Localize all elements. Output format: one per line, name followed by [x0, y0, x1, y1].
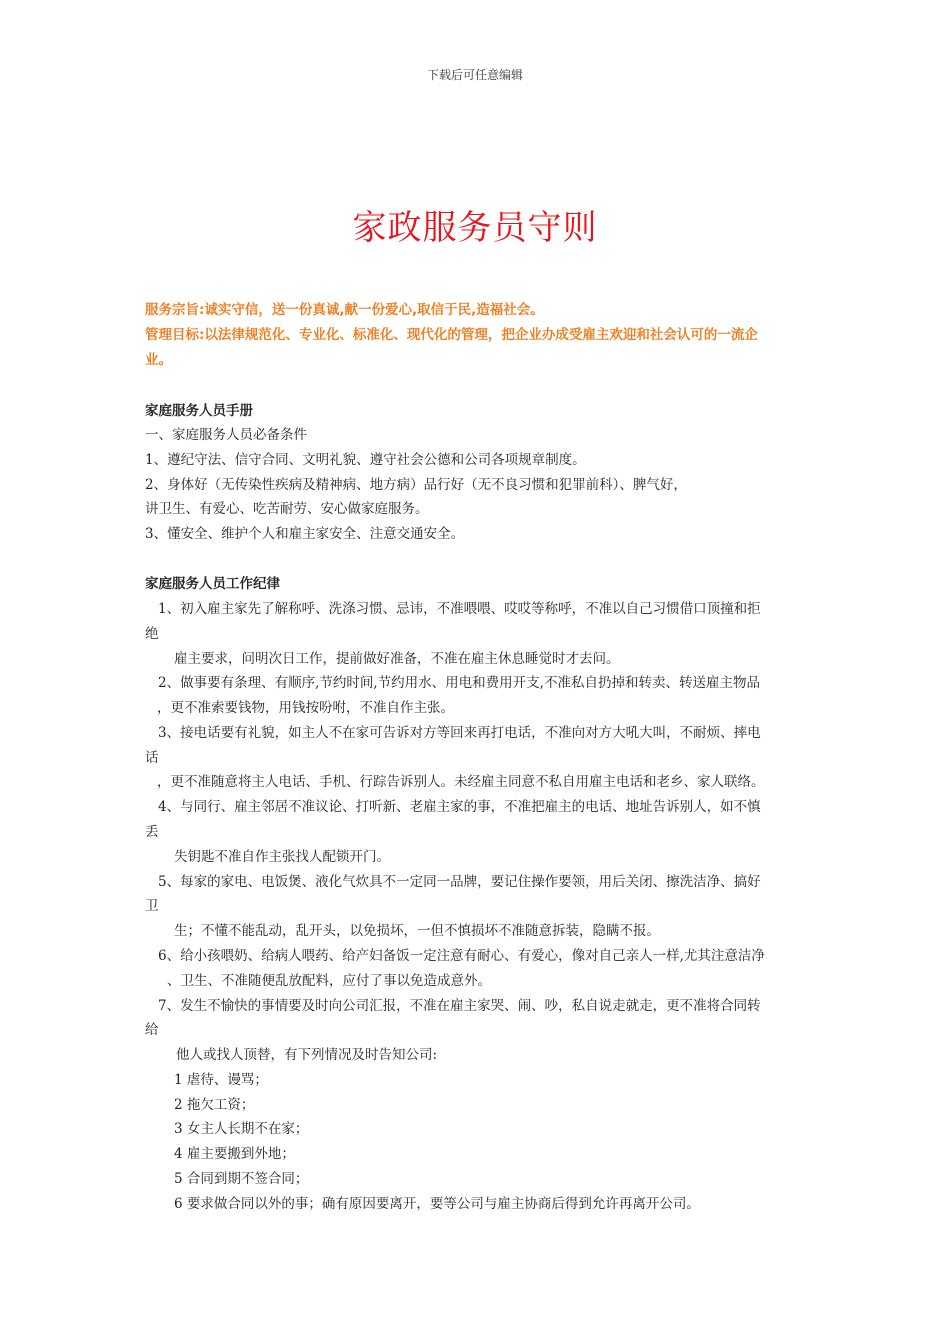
list-item: 4 雇主要搬到外地； [174, 1146, 295, 1162]
rule-line: 绝 [145, 626, 159, 642]
management-goal-line2: 业。 [145, 352, 172, 368]
rule-line: 雇主要求，问明次日工作，提前做好准备，不准在雇主休息睡觉时才去问。 [174, 651, 620, 667]
section2-heading: 家庭服务人员工作纪律 [145, 576, 280, 592]
document-title: 家政服务员守则 [352, 208, 598, 248]
rule-line: 、卫生、不准随便乱放配料，应付了事以免造成意外。 [167, 973, 491, 989]
rule-line: 给 [145, 1022, 159, 1038]
rule-line: 6、给小孩喂奶、给病人喂药、给产妇备饭一定注意有耐心、有爱心，像对自己亲人一样,尤其注意洁净 [158, 948, 765, 964]
rule-line: 1、初入雇主家先了解称呼、洗涤习惯、忌讳，不准喂喂、哎哎等称呼，不准以自己习惯借口顶撞和拒 [158, 601, 761, 617]
rule-line: 卫 [145, 898, 159, 914]
rule-line: 3、接电话要有礼貌，如主人不在家可告诉对方等回来再打电话，不准向对方大吼大叫，不耐烦、摔电 [158, 725, 761, 741]
section1-line: 3、懂安全、维护个人和雇主家安全、注意交通安全。 [145, 526, 465, 542]
list-item: 1 虐待、谩骂； [174, 1072, 268, 1088]
management-goal-line1: 管理目标:以法律规范化、专业化、标准化、现代化的管理，把企业办成受雇主欢迎和社会认可的一流企 [145, 327, 758, 343]
list-item: 2 拖欠工资； [174, 1097, 255, 1113]
rule-line: 7、发生不愉快的事情要及时向公司汇报，不准在雇主家哭、闹、吵，私自说走就走，更不准将合同转 [158, 998, 761, 1014]
rule-line: 话 [145, 750, 159, 766]
rule-line: ，更不准随意将主人电话、手机、行踪告诉别人。未经雇主同意不私自用雇主电话和老乡、家人联络。 [157, 774, 765, 790]
rule-line: 他人或找人顶替，有下列情况及时告知公司: [176, 1047, 438, 1063]
section1-line: 2、身体好（无传染性疾病及精神病、地方病）品行好（无不良习惯和犯罪前科）、脾气好， [145, 477, 687, 493]
rule-line: 失钥匙不准自作主张找人配锁开门。 [174, 849, 390, 865]
page-header: 下载后可任意编辑 [426, 68, 523, 82]
rule-line: 2、做事要有条理、有顺序,节约时间,节约用水、用电和费用开支,不准私自扔掉和转卖、转送雇主物品 [158, 675, 760, 691]
list-item: 6 要求做合同以外的事；确有原因要离开，要等公司与雇主协商后得到允许再离开公司。 [174, 1196, 700, 1212]
section1-subheading: 一、家庭服务人员必备条件 [145, 427, 307, 443]
section1-line: 1、遵纪守法、信守合同、文明礼貌、遵守社会公德和公司各项规章制度。 [145, 452, 586, 468]
list-item: 3 女主人长期不在家； [174, 1121, 309, 1137]
list-item: 5 合同到期不签合同； [174, 1171, 309, 1187]
rule-line: ，更不准索要钱物，用钱按吩咐，不准自作主张。 [157, 700, 454, 716]
rule-line: 4、与同行、雇主邻居不准议论、打听新、老雇主家的事，不准把雇主的电话、地址告诉别人，如不慎 [158, 799, 761, 815]
section1-line: 讲卫生、有爱心、吃苦耐劳、安心做家庭服务。 [145, 501, 429, 517]
rule-line: 生；不懂不能乱动，乱开头，以免损坏，一但不慎损坏不准随意拆装，隐瞒不报。 [174, 923, 660, 939]
service-purpose: 服务宗旨:诚实守信，送一份真诚,献一份爱心,取信于民,造福社会。 [145, 302, 544, 318]
section1-heading: 家庭服务人员手册 [145, 403, 253, 419]
rule-line: 5、每家的家电、电饭煲、液化气炊具不一定同一品牌，要记住操作要领，用后关闭、擦洗洁净、搞好 [158, 874, 761, 890]
rule-line: 丢 [145, 824, 159, 840]
